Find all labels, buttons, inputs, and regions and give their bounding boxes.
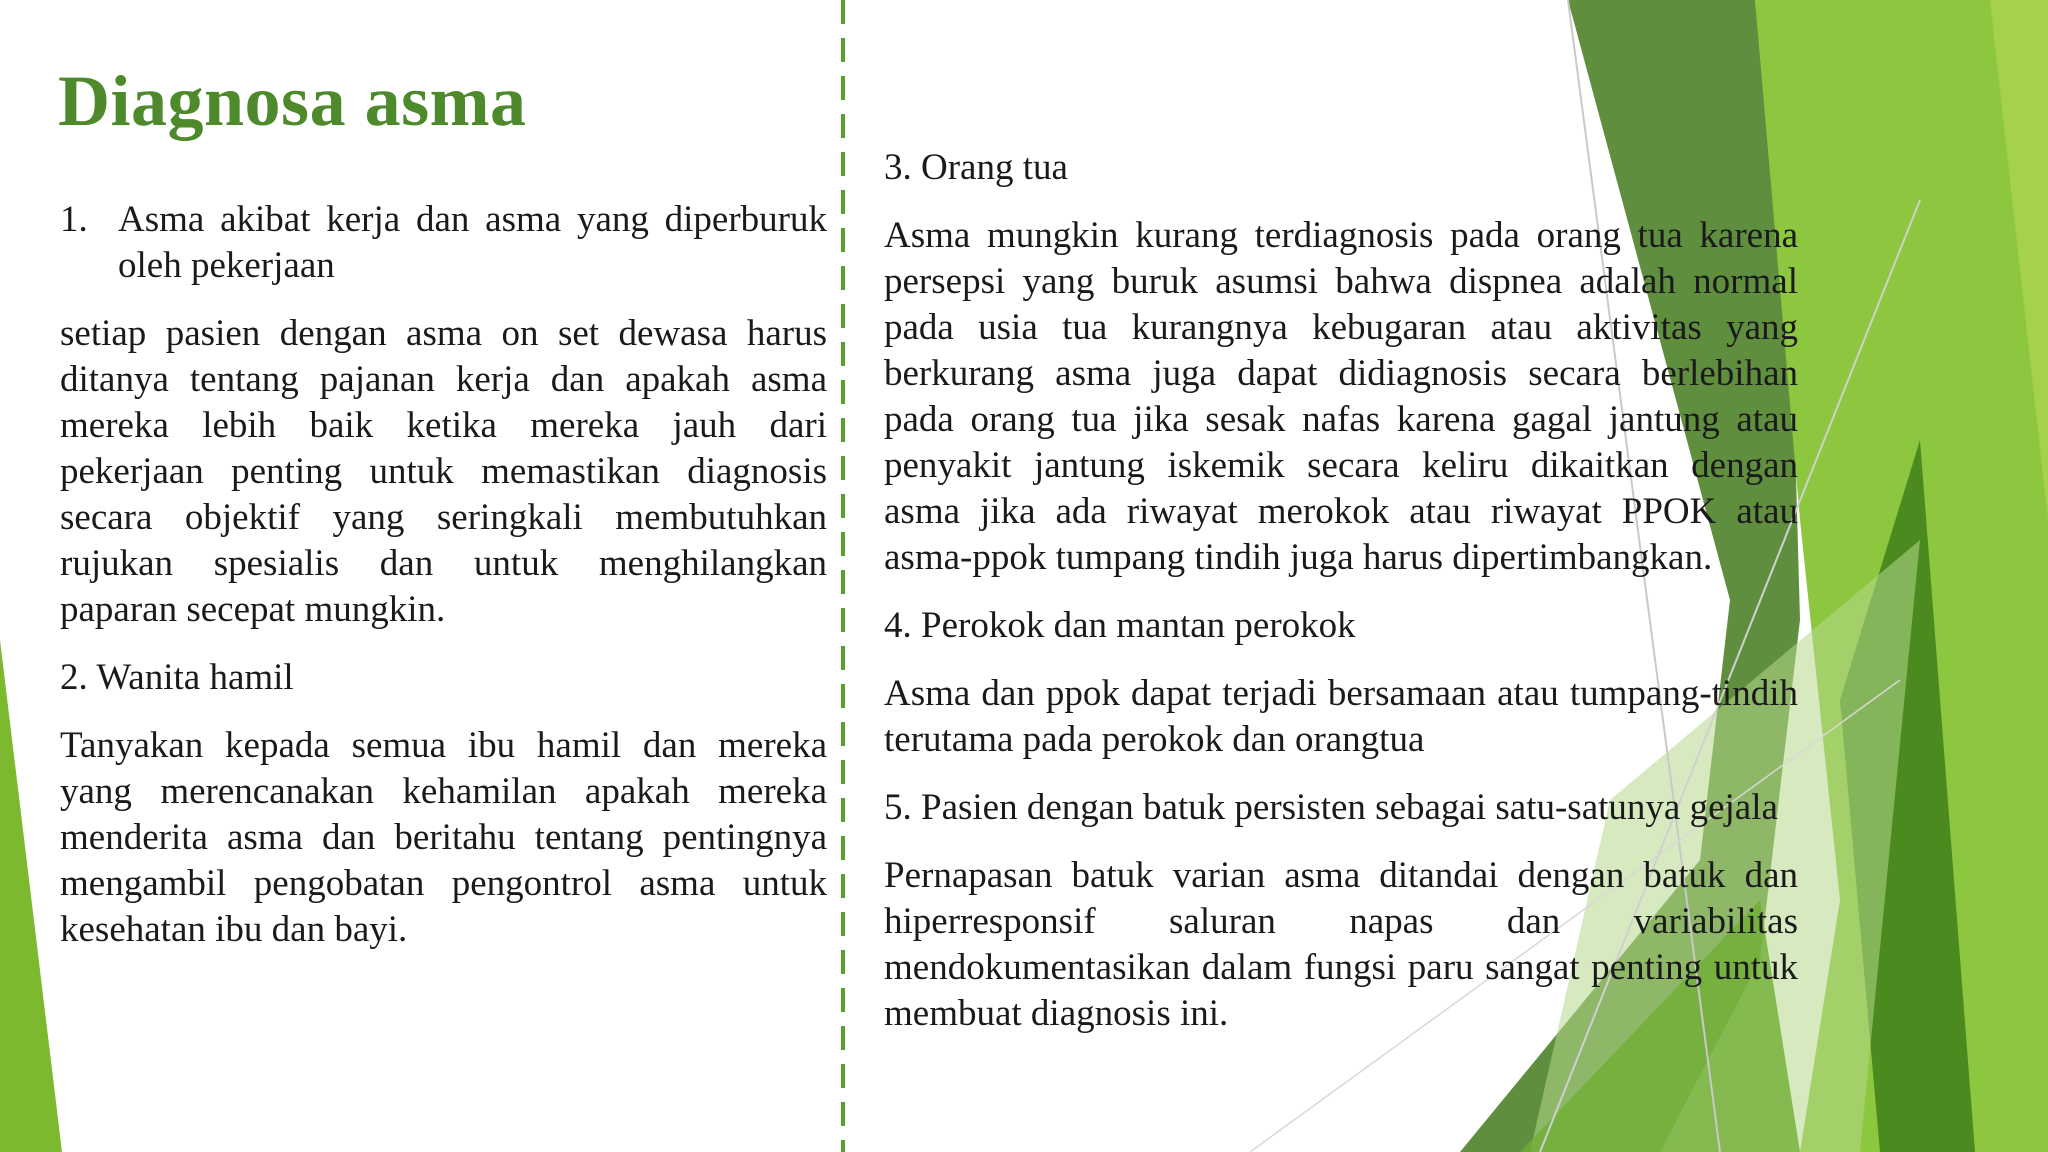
left-green-shape [0, 640, 62, 1152]
item2-body: Tanyakan kepada semua ibu hamil dan mereka yang merencanakan kehamilan apakah mereka menderita asma dan beritahu tentang pentingnya mengambil pengobatan pengontrol asma untuk kesehatan ibu dan bayi. [60, 725, 827, 950]
item5-body: Pernapasan batuk varian asma ditandai dengan batuk dan hiperresponsif saluran napas dan variabilitas mendokumentasikan dalam fungsi paru sangat penting untuk membuat diagnosis ini. [884, 855, 1798, 1034]
item1-number: 1. [60, 199, 88, 240]
item1-heading [60, 197, 827, 289]
item4-body: Asma dan ppok dapat terjadi bersamaan atau tumpang-tindih terutama pada perokok dan orangtua [884, 673, 1798, 760]
item1-heading-text: Asma akibat kerja dan asma yang diperburuk oleh pekerjaan [118, 199, 827, 286]
right-column [884, 145, 1798, 1037]
item5-heading: 5. Pasien dengan batuk persisten sebagai satu-satunya gejala [884, 787, 1778, 828]
left-column [60, 197, 827, 953]
slide-title: Diagnosa asma [58, 61, 527, 141]
item3-heading: 3. Orang tua [884, 147, 1068, 188]
item3-body: Asma mungkin kurang terdiagnosis pada orang tua karena persepsi yang buruk asumsi bahwa dispnea adalah normal pada usia tua kurangnya kebugaran atau aktivitas yang berkurang asma juga dapat didiagnosis secara berlebihan pada orang tua jika sesak nafas karena gagal jantung atau penyakit jantung iskemik secara keliru dikaitkan dengan asma jika ada riwayat merokok atau riwayat PPOK atau asma-ppok tumpang tindih juga harus dipertimbangkan. [884, 215, 1798, 578]
item2-heading: 2. Wanita hamil [60, 657, 294, 698]
item1-body: setiap pasien dengan asma on set dewasa harus ditanya tentang pajanan kerja dan apakah asma mereka lebih baik ketika mereka jauh dari pekerjaan penting untuk memastikan diagnosis secara objektif yang seringkali membutuhkan rujukan spesialis dan untuk menghilangkan paparan secepat mungkin. [60, 313, 827, 630]
item4-heading: 4. Perokok dan mantan perokok [884, 605, 1356, 646]
